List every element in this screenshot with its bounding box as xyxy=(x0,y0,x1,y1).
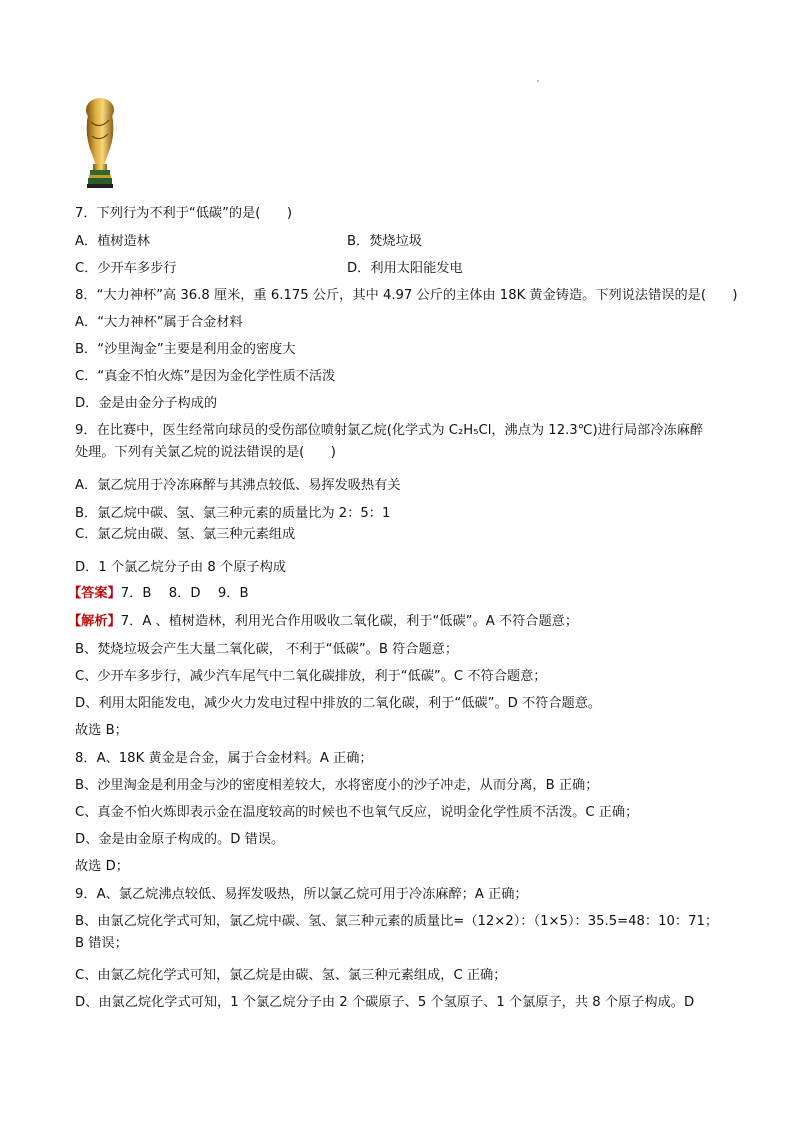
analysis-line: C、真金不怕火炼即表示金在温度较高的时候也不也氧气反应，说明金化学性质不活泼。C 正确； xyxy=(75,805,639,820)
q7-option-b: B．焚烧垃圾 xyxy=(347,234,422,249)
q8-option-b: B．“沙里淘金”主要是利用金的密度大 xyxy=(75,342,296,357)
q8-stem: 8．“大力神杯”高 36.8 厘米，重 6.175 公斤，其中 4.97 公斤的主体由 18K 黄金铸造。下列说法错误的是( ) xyxy=(75,288,738,303)
scan-speck xyxy=(537,80,539,82)
q9-option-b: B．氯乙烷中碳、氢、氯三种元素的质量比为 2：5：1 xyxy=(75,506,391,521)
q9-option-a: A．氯乙烷用于冷冻麻醉与其沸点较低、易挥发吸热有关 xyxy=(75,478,401,493)
q9-option-c: C．氯乙烷由碳、氢、氯三种元素组成 xyxy=(75,527,296,542)
analysis-line: B、由氯乙烷化学式可知，氯乙烷中碳、氢、氯三种元素的质量比=（12×2）：（1×5）：35.5=48：10：71； xyxy=(75,914,719,929)
analysis-text: 7．A 、植树造林，利用光合作用吸收二氧化碳，利于“低碳”。A 不符合题意； xyxy=(120,614,579,629)
q7-stem: 7．下列行为不利于“低碳”的是( ) xyxy=(75,206,292,221)
q8-option-a: A．“大力神杯”属于合金材料 xyxy=(75,315,243,330)
analysis-line: C、由氯乙烷化学式可知，氯乙烷是由碳、氢、氯三种元素组成，C 正确； xyxy=(75,968,507,983)
analysis-line: B 错误； xyxy=(75,936,128,951)
analysis-line: 故选 D； xyxy=(75,859,129,874)
q9-stem-line2: 处理。下列有关氯乙烷的说法错误的是( ) xyxy=(75,445,336,460)
answer-text: 7．B 8．D 9．B xyxy=(120,586,249,601)
analysis-tag: 【解析】 xyxy=(68,614,121,629)
q8-option-d: D．金是由金分子构成的 xyxy=(75,396,218,411)
analysis-line: D、金是由金原子构成的。D 错误。 xyxy=(75,832,285,847)
analysis-line: B、沙里淘金是利用金与沙的密度相差较大，水将密度小的沙子冲走，从而分离，B 正确； xyxy=(75,778,599,793)
analysis-line: 故选 B； xyxy=(75,723,128,738)
q7-option-c: C．少开车多步行 xyxy=(75,261,177,276)
answer-tag: 【答案】 xyxy=(68,586,121,601)
answer-line xyxy=(68,585,249,603)
q9-stem-line1: 9．在比赛中，医生经常向球员的受伤部位喷射氯乙烷(化学式为 C₂H₅Cl，沸点为 12.3℃)进行局部冷冻麻醉 xyxy=(75,423,704,438)
q9-option-d: D．1 个氯乙烷分子由 8 个原子构成 xyxy=(75,560,286,575)
analysis-line: 8．A、18K 黄金是合金，属于合金材料。A 正确； xyxy=(75,751,373,766)
analysis-line-1 xyxy=(68,613,578,631)
analysis-line: 9．A、氯乙烷沸点较低、易挥发吸热，所以氯乙烷可用于冷冻麻醉；A 正确； xyxy=(75,887,528,902)
q7-option-a: A．植树造林 xyxy=(75,234,150,249)
analysis-line: D、利用太阳能发电，减少火力发电过程中排放的二氧化碳，利于“低碳”。D 不符合题意。 xyxy=(75,696,602,711)
analysis-line: B、焚烧垃圾会产生大量二氧化碳， 不利于“低碳”。B 符合题意； xyxy=(75,642,459,657)
q7-option-d: D．利用太阳能发电 xyxy=(347,261,463,276)
analysis-line: D、由氯乙烷化学式可知，1 个氯乙烷分子由 2 个碳原子、5 个氢原子、1 个氯原子，共 8 个原子构成。D xyxy=(75,995,695,1010)
analysis-line: C、少开车多步行，减少汽车尾气中二氧化碳排放，利于“低碳”。C 不符合题意； xyxy=(75,669,547,684)
q8-option-c: C．“真金不怕火炼”是因为金化学性质不活泼 xyxy=(75,369,336,384)
world-cup-trophy-icon xyxy=(80,96,120,192)
